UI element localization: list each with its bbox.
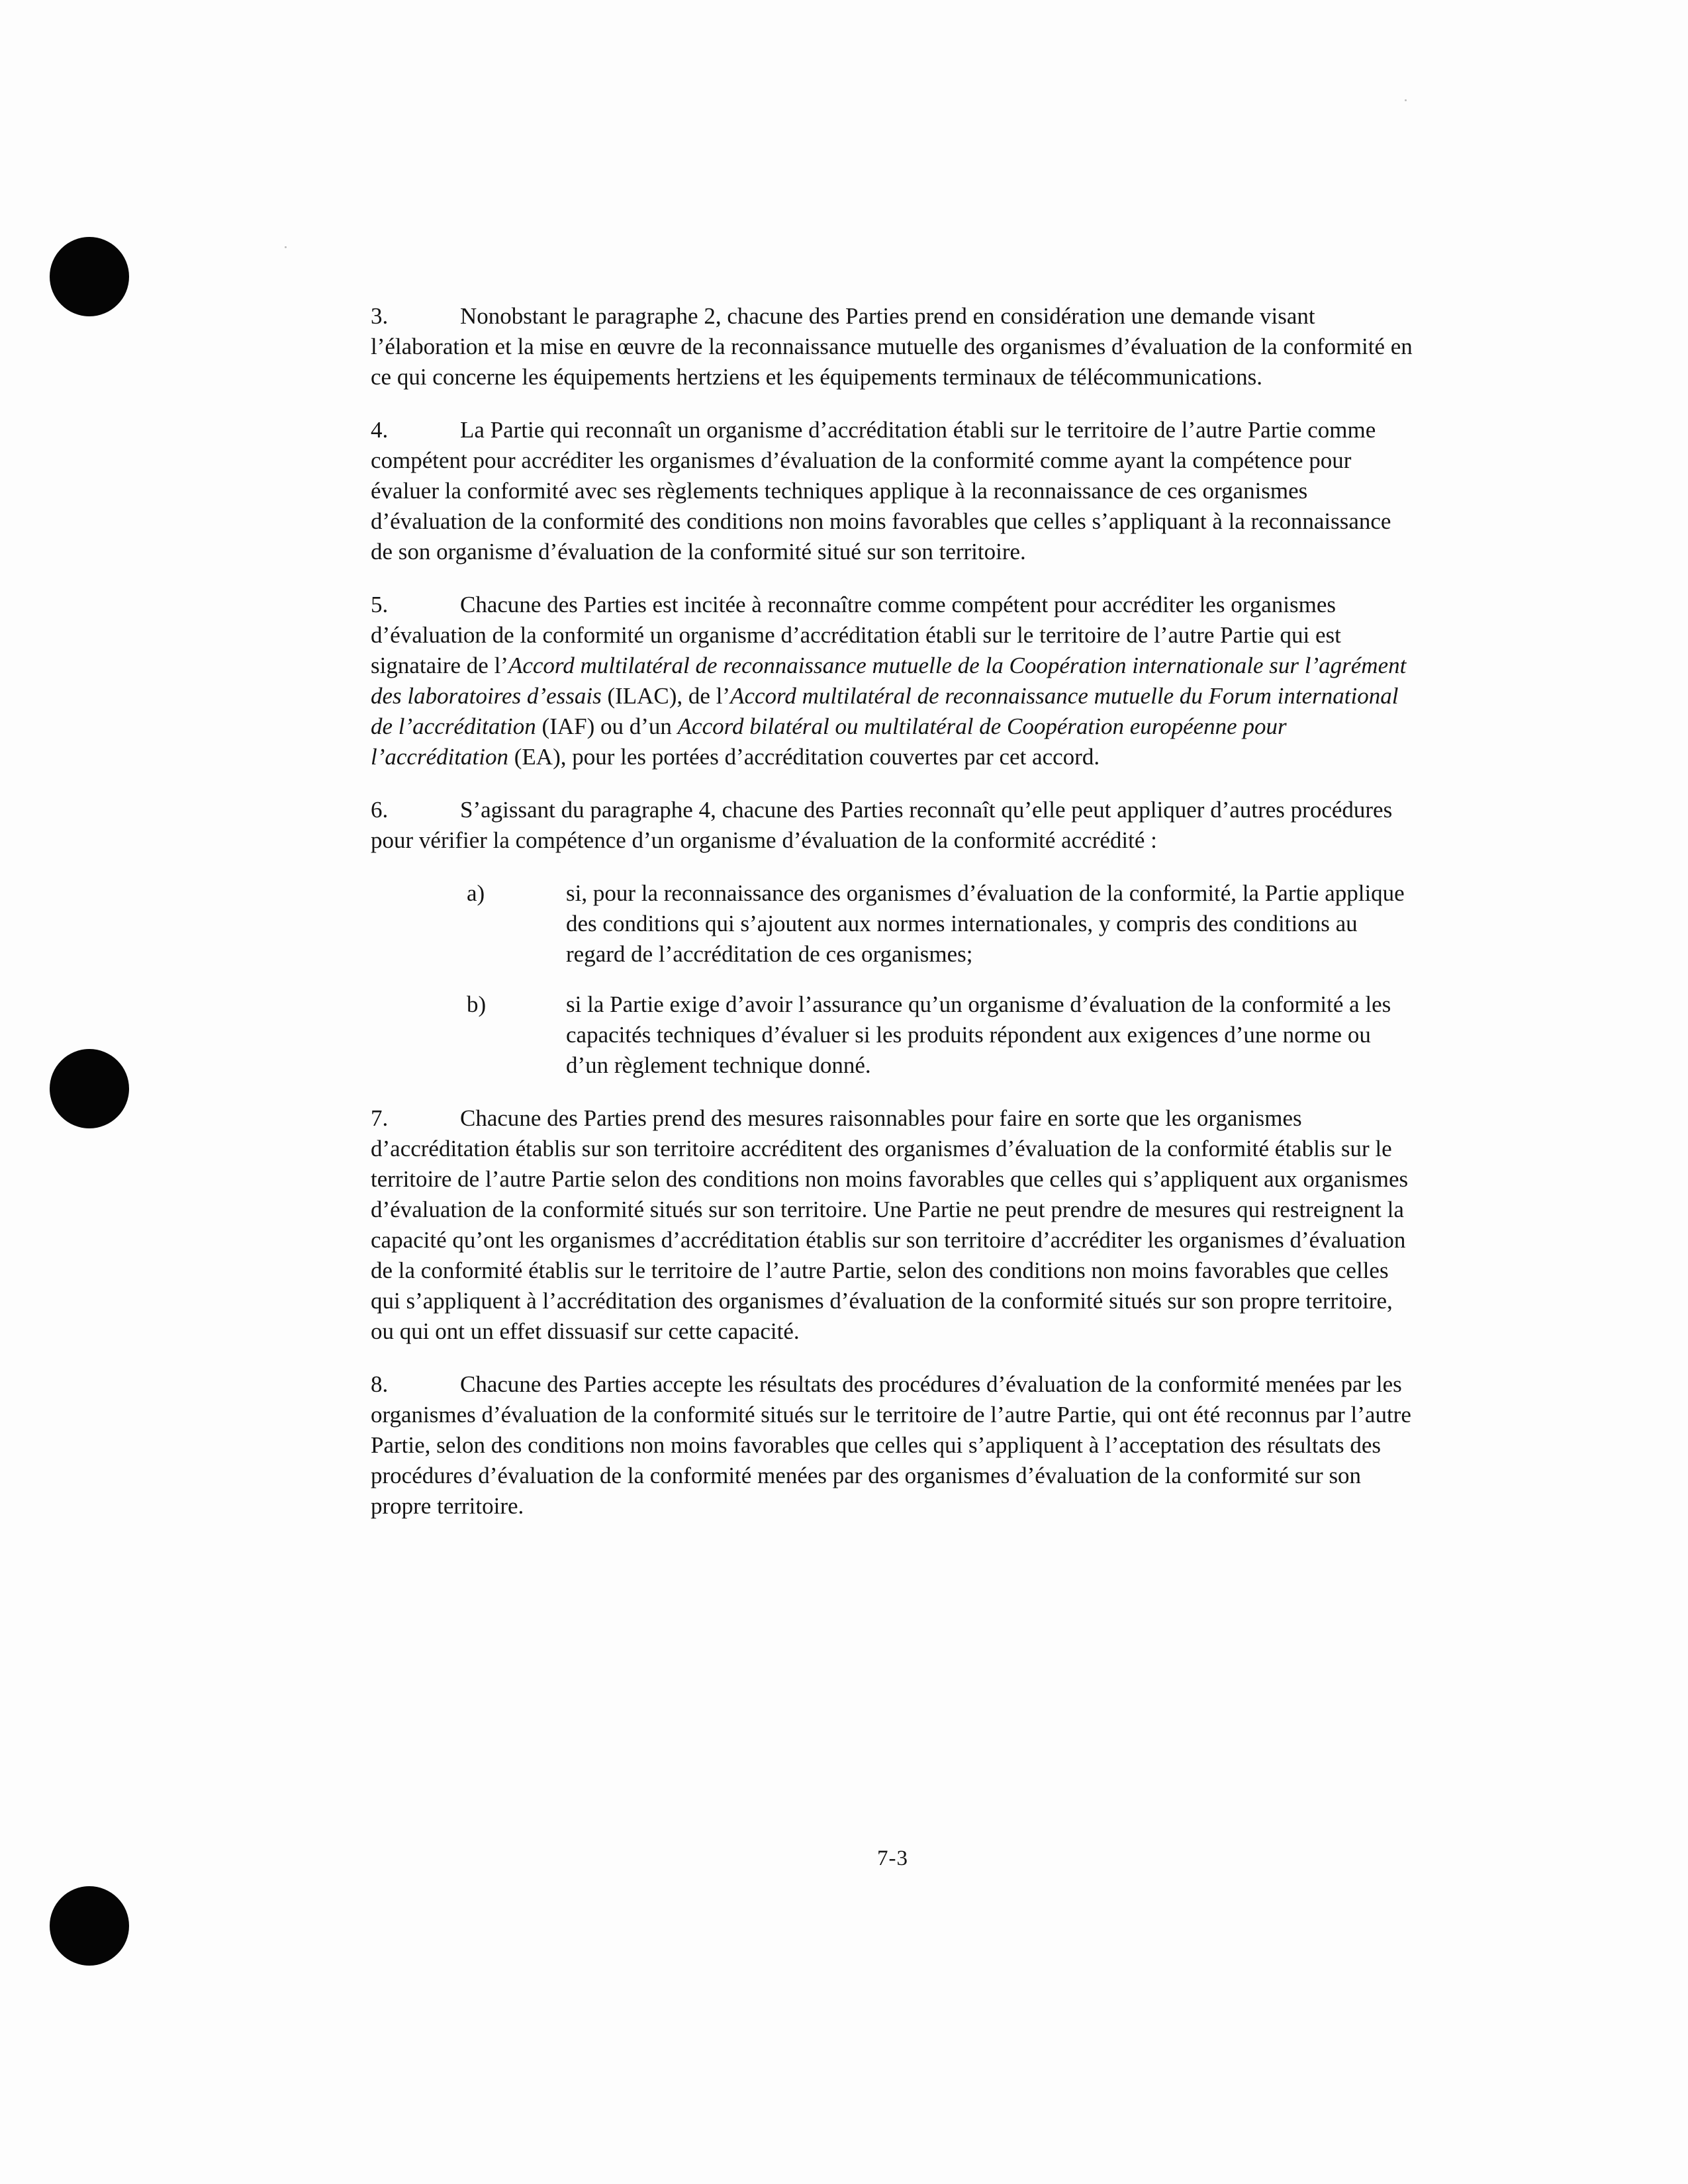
paragraph-italic-text: Accord bilatéral ou multilatéral de Coopération européenne pour l’accréditation: [371, 713, 1287, 770]
paragraph: [371, 795, 1417, 856]
paragraph-text: Chacune des Parties prend des mesures raisonnables pour faire en sorte que les organismes d’accréditation établis sur son territoire accréditent des organismes d’évaluation de la conformité établis sur le territoire de l’autre Partie selon des conditions non moins favorables que celles qui s’appliquent aux organismes d’évaluation de la conformité situés sur son territoire. Une Partie ne peut prendre de mesures qui restreignent la capacité qu’ont les organismes d’accréditation établis sur son territoire d’accréditer les organismes d’évaluation de la conformité établis sur le territoire de l’autre Partie, selon des conditions non moins favorables que celles qui s’appliquent à l’accréditation des organismes d’évaluation de la conformité situés sur son propre territoire, ou qui ont un effet dissuasif sur cette capacité.: [371, 1105, 1409, 1344]
document-body: [371, 301, 1417, 1544]
paragraph: [371, 1103, 1417, 1347]
paragraph-text: Chacune des Parties accepte les résultats des procédures d’évaluation de la conformité menées par les organismes d’évaluation de la conformité situés sur le territoire de l’autre Partie, qui ont été reconnus par l’autre Partie, selon des conditions non moins favorables que celles qui s’appliquent à l’acceptation des résultats des procédures d’évaluation de la conformité menées par des organismes d’évaluation de la conformité sur son propre territoire.: [371, 1371, 1411, 1519]
paragraph-italic-text: Accord multilatéral de reconnaissance mutuelle de la Coopération internationale sur l’agrément des laboratoires d’essais: [371, 653, 1407, 709]
sub-item-text: si, pour la reconnaissance des organismes d’évaluation de la conformité, la Partie applique des conditions qui s’ajoutent aux normes internationales, y compris des conditions au regard de l’accréditation de ces organismes;: [566, 880, 1405, 967]
paragraph-group-after: [371, 1103, 1417, 1522]
binder-hole-middle: [50, 1049, 129, 1128]
scan-speck: [1405, 99, 1407, 101]
paragraph-number: 3.: [371, 303, 389, 329]
binder-hole-top: [50, 237, 129, 316]
paragraph: [371, 301, 1417, 392]
paragraph-number: 7.: [371, 1105, 389, 1131]
paragraph-text: La Partie qui reconnaît un organisme d’accréditation établi sur le territoire de l’autre Partie comme compétent pour accréditer les organismes d’évaluation de la conformité comme ayant la compétence pour évaluer la conformité avec ses règlements techniques applique à la reconnaissance de ces organismes d’évaluation de la conformité des conditions non moins favorables que celles s’appliquant à la reconnaissance de son organisme d’évaluation de la conformité situé sur son territoire.: [371, 417, 1391, 565]
scan-speck: [285, 246, 287, 248]
paragraph-text: (IAF) ou d’un: [536, 713, 678, 739]
sub-item-letter: b): [467, 991, 487, 1017]
paragraph-italic-text: Accord multilatéral de reconnaissance mutuelle du Forum international de l’accréditation: [371, 683, 1399, 739]
sub-item-text: si la Partie exige d’avoir l’assurance qu’un organisme d’évaluation de la conformité a les capacités techniques d’évaluer si les produits répondent aux exigences d’une norme ou d’un règlement technique donné.: [566, 991, 1391, 1078]
paragraph: [371, 415, 1417, 567]
paragraph-text: (ILAC), de l’: [601, 683, 731, 709]
paragraph-number: 4.: [371, 417, 389, 443]
binder-hole-bottom: [50, 1886, 129, 1966]
sub-item-list: [371, 878, 1417, 1081]
paragraph-text: Nonobstant le paragraphe 2, chacune des Parties prend en considération une demande visant l’élaboration et la mise en œuvre de la reconnaissance mutuelle des organismes d’évaluation de la conformité en ce qui concerne les équipements hertziens et les équipements terminaux de télécommunications.: [371, 303, 1413, 390]
paragraph-text: S’agissant du paragraphe 4, chacune des Parties reconnaît qu’elle peut appliquer d’autres procédures pour vérifier la compétence d’un organisme d’évaluation de la conformité accrédité :: [371, 797, 1393, 853]
sub-item: [371, 878, 1417, 970]
paragraph: [371, 590, 1417, 772]
paragraph-group-before: [371, 301, 1417, 856]
sub-item: [371, 989, 1417, 1081]
paragraph-text: (EA), pour les portées d’accréditation couvertes par cet accord.: [508, 744, 1100, 770]
page-number: 7-3: [877, 1846, 908, 1870]
paragraph-text: Chacune des Parties est incitée à reconnaître comme compétent pour accréditer les organismes d’évaluation de la conformité un organisme d’accréditation établi sur le territoire de l’autre Partie qui est signataire de l’: [371, 592, 1341, 678]
paragraph-number: 6.: [371, 797, 389, 823]
paragraph: [371, 1369, 1417, 1522]
paragraph-number: 8.: [371, 1371, 389, 1397]
paragraph-number: 5.: [371, 592, 389, 617]
sub-item-letter: a): [467, 880, 485, 906]
